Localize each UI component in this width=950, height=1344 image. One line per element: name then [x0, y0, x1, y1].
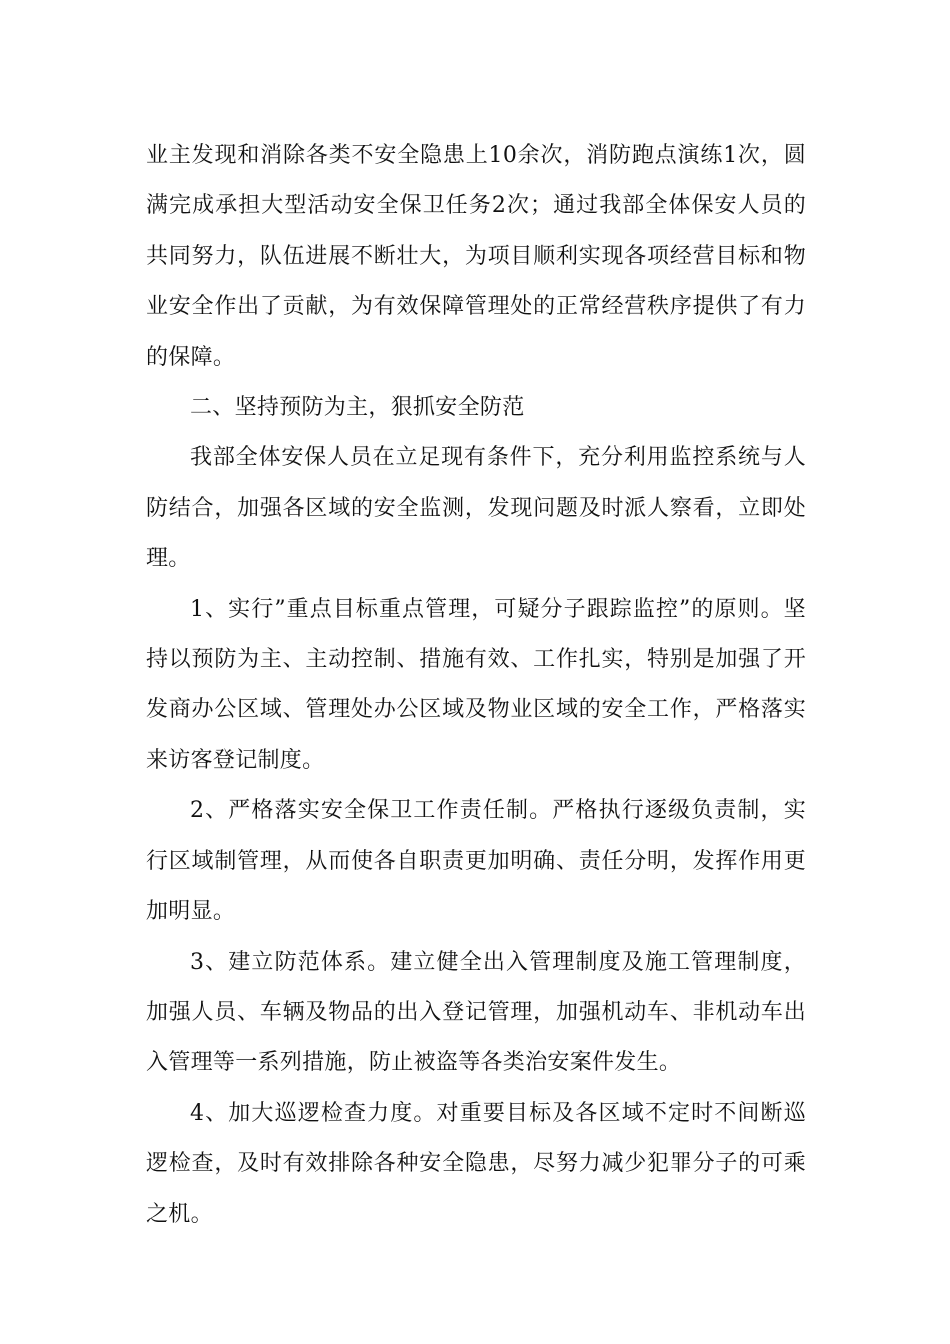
list-item-2: 2、严格落实安全保卫工作责任制。严格执行逐级负责制，实行区域制管理，从而使各自职责更加明确、责任分明，发挥作用更加明显。	[146, 798, 806, 925]
list-item-1: 1、实行”重点目标重点管理，可疑分子跟踪监控”的原则。坚持以预防为主、主动控制、措施有效、工作扎实，特别是加强了开发商办公区域、管理处办公区域及物业区域的安全工作，严格落实来访客登记制度。	[146, 596, 806, 773]
list-item-3: 3、建立防范体系。建立健全出入管理制度及施工管理制度，加强人员、车辆及物品的出入登记管理，加强机动车、非机动车出入管理等一系列措施，防止被盗等各类治安案件发生。	[146, 949, 806, 1076]
section-heading: 二、坚持预防为主，狠抓安全防范	[190, 395, 525, 421]
document-body	[146, 131, 806, 1240]
paragraph-intro: 我部全体安保人员在立足现有条件下，充分利用监控系统与人防结合，加强各区域的安全监测，发现问题及时派人察看，立即处理。	[146, 445, 806, 572]
list-item-4: 4、加大巡逻检查力度。对重要目标及各区域不定时不间断巡逻检查，及时有效排除各种安全隐患，尽努力减少犯罪分子的可乘之机。	[146, 1100, 806, 1227]
paragraph-continuation: 业主发现和消除各类不安全隐患上10余次，消防跑点演练1次，圆满完成承担大型活动安全保卫任务2次；通过我部全体保安人员的共同努力，队伍进展不断壮大，为项目顺利实现各项经营目标和物业安全作出了贡献，为有效保障管理处的正常经营秩序提供了有力的保障。	[146, 143, 806, 370]
